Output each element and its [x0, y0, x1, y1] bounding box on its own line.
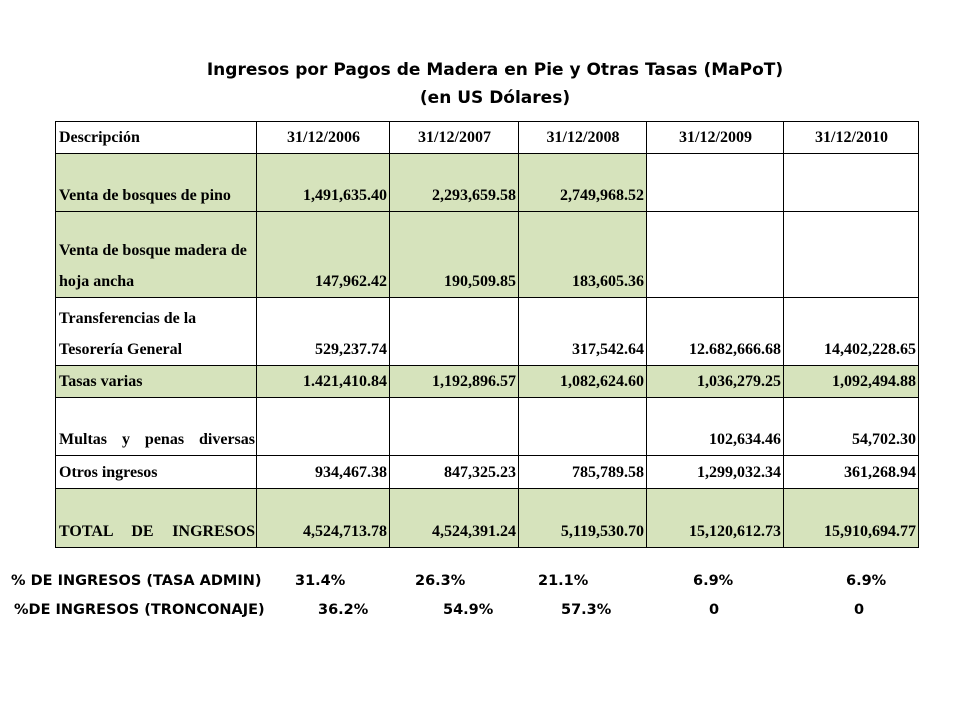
cell-2009: 1,299,032.34 [647, 456, 784, 489]
cell-2006: 4,524,713.78 [257, 489, 390, 548]
header-2006: 31/12/2006 [257, 122, 390, 154]
header-description: Descripción [56, 122, 257, 154]
table-row-total [56, 489, 919, 548]
row-description: Venta de bosque madera de hoja ancha [56, 212, 257, 298]
footer-tasa-admin-2006: 31.4% [295, 573, 346, 589]
cell-2007 [390, 398, 519, 456]
cell-2010: 1,092,494.88 [784, 366, 919, 398]
footer-tasa-admin-2010: 6.9% [846, 573, 887, 589]
row-description: Transferencias de la Tesorería General [56, 298, 257, 366]
cell-2009: 12.682,666.68 [647, 298, 784, 366]
cell-2007: 2,293,659.58 [390, 154, 519, 212]
cell-2008: 317,542.64 [519, 298, 647, 366]
table-row [56, 366, 919, 398]
table-row [56, 398, 919, 456]
cell-2008 [519, 398, 647, 456]
table-row [56, 298, 919, 366]
cell-2009: 102,634.46 [647, 398, 784, 456]
cell-2010: 15,910,694.77 [784, 489, 919, 548]
page-title: Ingresos por Pagos de Madera en Pie y Otras Tasas (MaPoT) [206, 60, 784, 80]
cell-2007: 847,325.23 [390, 456, 519, 489]
cell-2010: 14,402,228.65 [784, 298, 919, 366]
cell-2010: 361,268.94 [784, 456, 919, 489]
cell-2008: 5,119,530.70 [519, 489, 647, 548]
cell-2010 [784, 154, 919, 212]
footer-label-tronconaje: %DE INGRESOS (TRONCONAJE) [14, 602, 265, 618]
cell-2006: 934,467.38 [257, 456, 390, 489]
footer-tasa-admin-2008: 21.1% [538, 573, 589, 589]
footer-tronconaje-2007: 54.9% [443, 602, 494, 618]
header-2007: 31/12/2007 [390, 122, 519, 154]
row-description: Venta de bosques de pino [56, 154, 257, 212]
income-table [55, 121, 919, 548]
cell-2007 [390, 298, 519, 366]
footer-label-tasa-admin: % DE INGRESOS (TASA ADMIN) [11, 573, 262, 589]
cell-2009: 1,036,279.25 [647, 366, 784, 398]
cell-2006: 1.421,410.84 [257, 366, 390, 398]
header-2010: 31/12/2010 [784, 122, 919, 154]
cell-2008: 785,789.58 [519, 456, 647, 489]
table-row [56, 154, 919, 212]
row-description: Otros ingresos [56, 456, 257, 489]
footer-tronconaje-2006: 36.2% [318, 602, 369, 618]
cell-2008: 1,082,624.60 [519, 366, 647, 398]
table-row [56, 456, 919, 489]
row-description: Multas y penas diversas [56, 398, 257, 456]
cell-2010 [784, 212, 919, 298]
footer-tasa-admin-2009: 6.9% [693, 573, 734, 589]
row-description: TOTAL DE INGRESOS [56, 489, 257, 548]
cell-2010: 54,702.30 [784, 398, 919, 456]
footer-tronconaje-2010: 0 [854, 602, 865, 618]
header-2009: 31/12/2009 [647, 122, 784, 154]
table-row [56, 212, 919, 298]
page-subtitle: (en US Dólares) [419, 88, 571, 108]
cell-2008: 183,605.36 [519, 212, 647, 298]
cell-2008: 2,749,968.52 [519, 154, 647, 212]
footer-tronconaje-2009: 0 [709, 602, 720, 618]
footer-tasa-admin-2007: 26.3% [415, 573, 466, 589]
cell-2009 [647, 154, 784, 212]
cell-2007: 1,192,896.57 [390, 366, 519, 398]
cell-2007: 190,509.85 [390, 212, 519, 298]
cell-2007: 4,524,391.24 [390, 489, 519, 548]
header-2008: 31/12/2008 [519, 122, 647, 154]
cell-2006: 529,237.74 [257, 298, 390, 366]
cell-2006 [257, 398, 390, 456]
cell-2006: 1,491,635.40 [257, 154, 390, 212]
table-header-row [56, 122, 919, 154]
cell-2009: 15,120,612.73 [647, 489, 784, 548]
cell-2006: 147,962.42 [257, 212, 390, 298]
cell-2009 [647, 212, 784, 298]
footer-tronconaje-2008: 57.3% [561, 602, 612, 618]
row-description: Tasas varias [56, 366, 257, 398]
